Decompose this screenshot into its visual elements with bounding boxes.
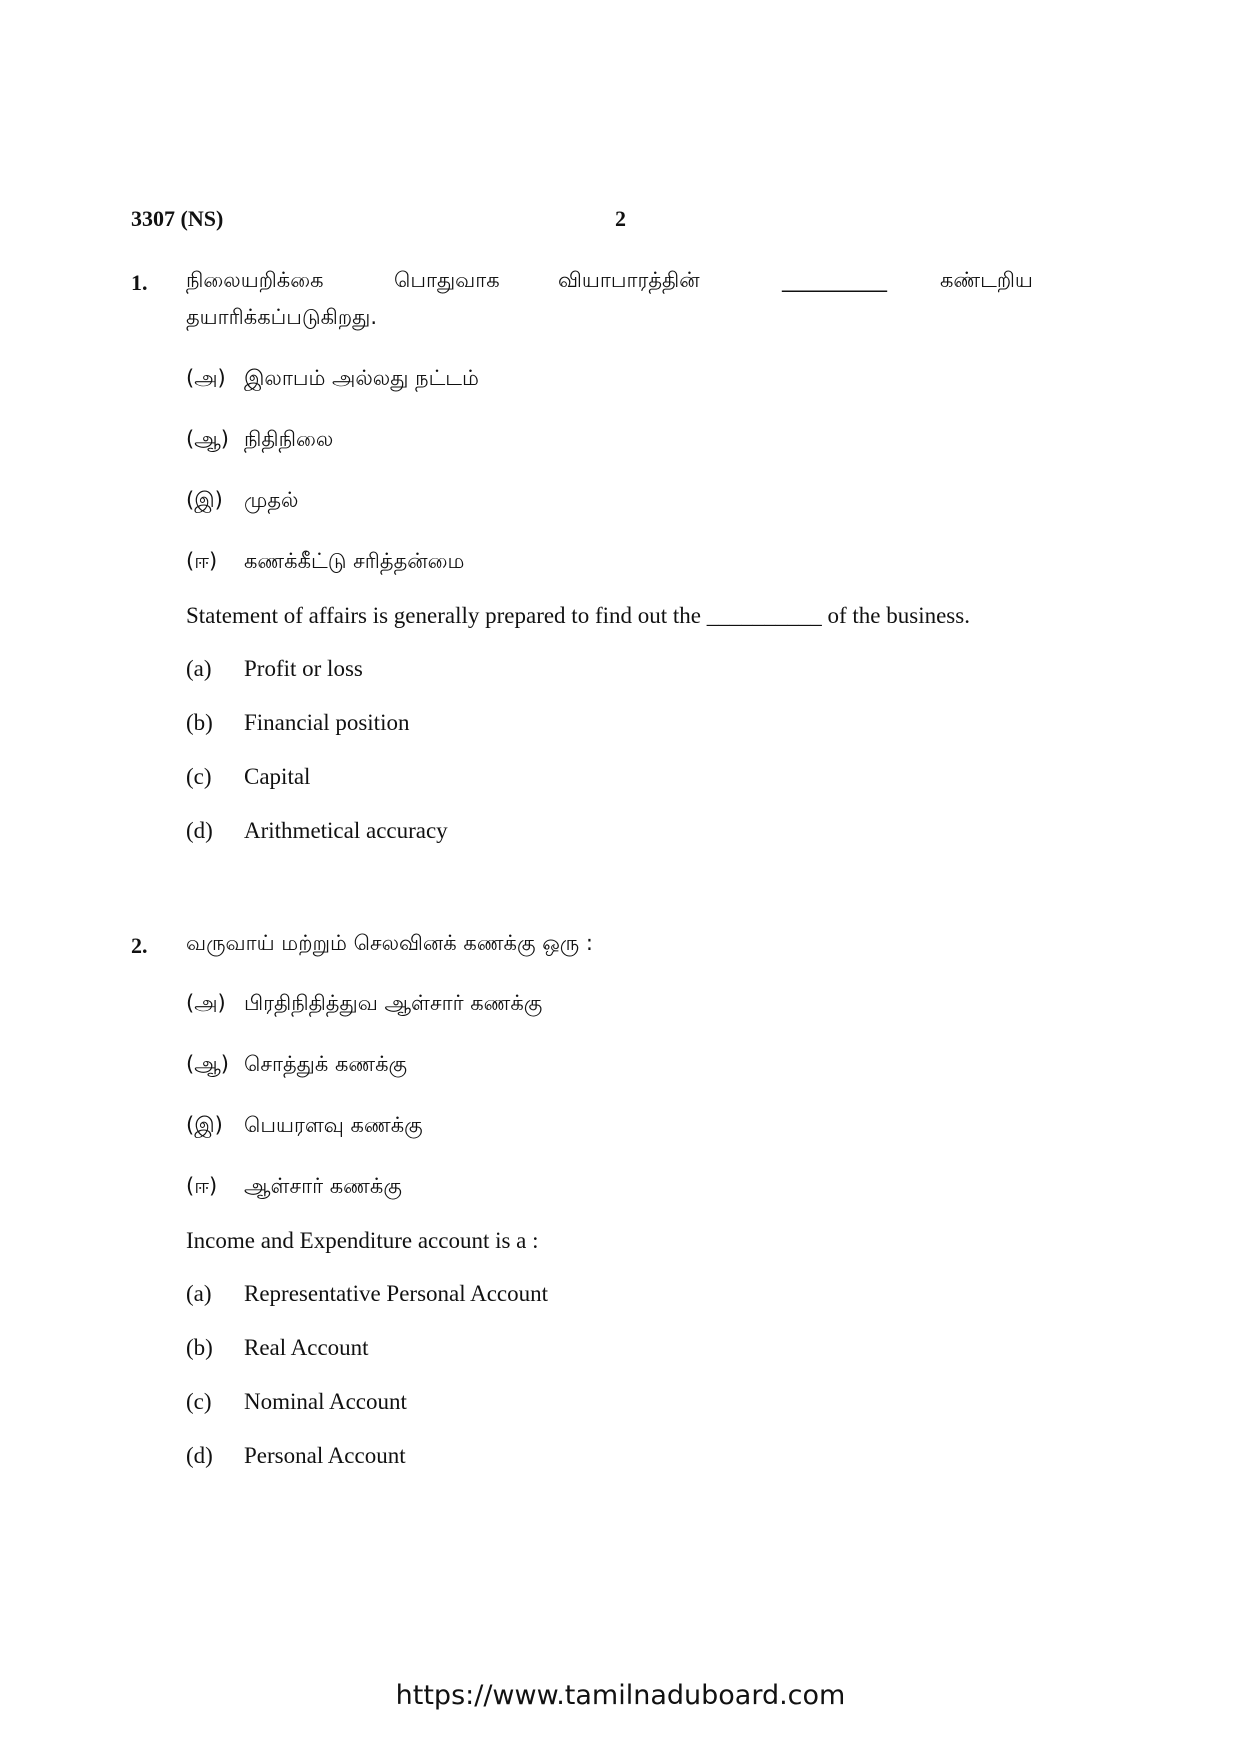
question-number: 2.: [131, 933, 148, 958]
option-label: (ஈ): [186, 1174, 218, 1198]
option-label: (ஆ): [186, 427, 229, 451]
option-text: கணக்கீட்டு சரித்தன்மை: [244, 549, 465, 573]
question-number: 1.: [131, 270, 148, 295]
option-text: Profit or loss: [244, 656, 363, 681]
question-word: நிலையறிக்கை: [186, 268, 324, 292]
footer-url: https://www.tamilnaduboard.com: [395, 1680, 846, 1711]
option-label: (b): [186, 710, 213, 735]
option-text: நிதிநிலை: [244, 427, 334, 451]
question-english-text: Income and Expenditure account is a :: [186, 1228, 539, 1253]
option-label: (ஆ): [186, 1052, 229, 1076]
option-label: (a): [186, 656, 212, 681]
question-english-text: Statement of affairs is generally prepared to find out the __________ of the business.: [186, 603, 970, 628]
option-label: (இ): [186, 1113, 223, 1137]
option-text: பிரதிநிதித்துவ ஆள்சார் கணக்கு: [244, 991, 543, 1015]
page-number: 2: [615, 206, 626, 231]
option-text: சொத்துக் கணக்கு: [244, 1052, 408, 1076]
option-text: Arithmetical accuracy: [244, 818, 448, 843]
option-text: Capital: [244, 764, 311, 789]
option-text: Representative Personal Account: [244, 1281, 549, 1306]
option-label: (b): [186, 1335, 213, 1360]
page-header: [131, 206, 1111, 238]
option-text: Financial position: [244, 710, 410, 735]
option-label: (d): [186, 1443, 213, 1468]
question-word: பொதுவாக: [394, 268, 500, 292]
option-text: ஆள்சார் கணக்கு: [244, 1174, 402, 1198]
paper-code: 3307 (NS): [131, 206, 224, 231]
question-word: கண்டறிய: [940, 268, 1033, 292]
option-text: Nominal Account: [244, 1389, 407, 1414]
option-label: (ஈ): [186, 549, 218, 573]
option-label: (a): [186, 1281, 212, 1306]
option-text: Real Account: [244, 1335, 369, 1360]
question-tamil-text: [186, 268, 1048, 302]
option-label: (c): [186, 1389, 212, 1414]
option-label: (c): [186, 764, 212, 789]
option-label: (அ): [186, 366, 226, 390]
option-text: பெயரளவு கணக்கு: [244, 1113, 423, 1137]
option-label: (இ): [186, 488, 223, 512]
option-label: (d): [186, 818, 213, 843]
option-text: Personal Account: [244, 1443, 406, 1468]
question-tamil-text-line2: தயாரிக்கப்படுகிறது.: [186, 305, 378, 329]
option-text: முதல்: [244, 488, 299, 512]
option-label: (அ): [186, 991, 226, 1015]
question-word: வியாபாரத்தின்: [558, 268, 700, 292]
answer-blank: __________: [782, 268, 887, 292]
option-text: இலாபம் அல்லது நட்டம்: [244, 366, 479, 390]
question-tamil-text: வருவாய் மற்றும் செலவினக் கணக்கு ஒரு :: [186, 931, 594, 955]
